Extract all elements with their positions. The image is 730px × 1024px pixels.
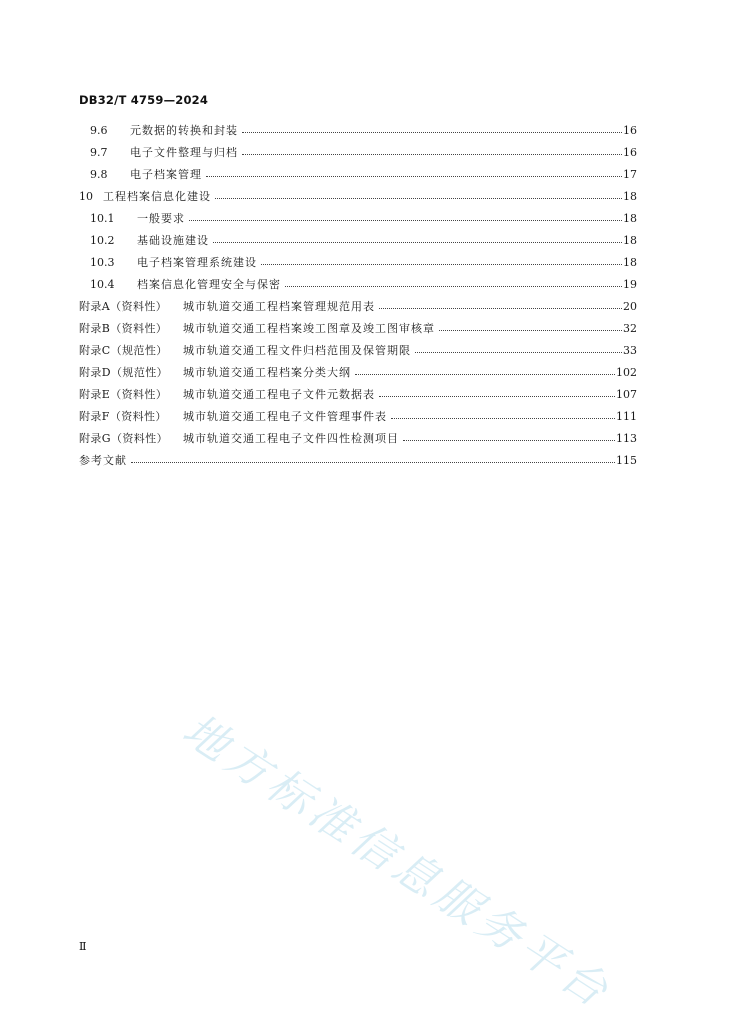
toc-entry-title: 城市轨道交通工程档案分类大纲 <box>183 366 351 379</box>
toc-dot-leader <box>206 176 622 177</box>
toc-entry-number: 附录A（资料性） <box>79 300 168 313</box>
toc-entry-number: 10 <box>79 189 93 203</box>
toc-dot-leader <box>391 418 615 419</box>
toc-entry-page: 16 <box>623 123 637 137</box>
toc-entry-title: 电子档案管理系统建设 <box>137 256 257 269</box>
toc-entry-number: 附录C（规范性） <box>79 344 168 357</box>
toc-entry-number: 10.4 <box>90 277 115 291</box>
toc-entry[interactable] <box>79 295 637 317</box>
toc-dot-leader <box>379 308 622 309</box>
page-number: Ⅱ <box>79 940 87 953</box>
toc-entry[interactable] <box>79 229 637 251</box>
toc-entry-title: 城市轨道交通工程电子文件管理事件表 <box>183 410 387 423</box>
toc-entry-title: 电子档案管理 <box>130 168 202 181</box>
toc-entry-page: 32 <box>623 321 637 335</box>
toc-entry-number: 附录B（资料性） <box>79 322 168 335</box>
toc-dot-leader <box>403 440 615 441</box>
toc-entry-title: 基础设施建设 <box>137 234 209 247</box>
toc-dot-leader <box>355 374 615 375</box>
toc-entry-number: 9.8 <box>90 167 108 181</box>
toc-entry[interactable] <box>79 119 637 141</box>
toc-dot-leader <box>242 132 622 133</box>
toc-entry-page: 18 <box>623 189 637 203</box>
toc-entry[interactable] <box>79 163 637 185</box>
toc-dot-leader <box>213 242 622 243</box>
toc-entry-number: 10.2 <box>90 233 115 247</box>
toc-entry-number: 9.7 <box>90 145 108 159</box>
toc-entry-title: 工程档案信息化建设 <box>103 190 211 203</box>
watermark-text: 地方标准信息服务平台 <box>173 704 621 1020</box>
toc-entry-page: 33 <box>623 343 637 357</box>
toc-entry[interactable] <box>79 273 637 295</box>
toc-entry-title: 档案信息化管理安全与保密 <box>137 278 281 291</box>
toc-entry-page: 19 <box>623 277 637 291</box>
toc-entry[interactable] <box>79 427 637 449</box>
toc-dot-leader <box>261 264 622 265</box>
toc-entry-number: 附录F（资料性） <box>79 410 167 423</box>
toc-entry[interactable] <box>79 405 637 427</box>
toc-dot-leader <box>439 330 622 331</box>
toc-entry-title: 一般要求 <box>137 212 185 225</box>
document-code-header: DB32/T 4759—2024 <box>79 93 209 107</box>
toc-entry-title: 城市轨道交通工程文件归档范围及保管期限 <box>183 344 411 357</box>
toc-entry-title: 参考文献 <box>79 454 127 467</box>
toc-entry[interactable] <box>79 361 637 383</box>
toc-entry-title: 城市轨道交通工程档案竣工图章及竣工图审核章 <box>183 322 435 335</box>
toc-entry-number: 9.6 <box>90 123 108 137</box>
toc-dot-leader <box>189 220 622 221</box>
toc-dot-leader <box>131 462 615 463</box>
toc-entry-page: 113 <box>616 431 637 445</box>
toc-entry-page: 18 <box>623 211 637 225</box>
toc-dot-leader <box>215 198 622 199</box>
toc-entry-title: 城市轨道交通工程电子文件元数据表 <box>183 388 375 401</box>
toc-entry-page: 17 <box>623 167 637 181</box>
toc-entry-number: 附录D（规范性） <box>79 366 169 379</box>
toc-entry-page: 18 <box>623 233 637 247</box>
toc-dot-leader <box>415 352 622 353</box>
toc-entry[interactable] <box>79 449 637 471</box>
toc-dot-leader <box>379 396 615 397</box>
toc-entry-title: 元数据的转换和封装 <box>130 124 238 137</box>
toc-entry-title: 城市轨道交通工程档案管理规范用表 <box>183 300 375 313</box>
table-of-contents <box>79 119 637 471</box>
toc-entry-page: 20 <box>623 299 637 313</box>
toc-entry[interactable] <box>79 251 637 273</box>
toc-entry[interactable] <box>79 207 637 229</box>
toc-entry[interactable] <box>79 383 637 405</box>
toc-entry-page: 16 <box>623 145 637 159</box>
toc-entry-number: 附录G（资料性） <box>79 432 168 445</box>
toc-entry-number: 附录E（资料性） <box>79 388 168 401</box>
toc-entry-title: 电子文件整理与归档 <box>130 146 238 159</box>
toc-entry-page: 107 <box>616 387 637 401</box>
toc-entry-number: 10.1 <box>90 211 115 225</box>
toc-entry[interactable] <box>79 317 637 339</box>
toc-entry-page: 102 <box>616 365 637 379</box>
toc-entry[interactable] <box>79 339 637 361</box>
toc-entry-title: 城市轨道交通工程电子文件四性检测项目 <box>183 432 399 445</box>
toc-entry[interactable] <box>79 141 637 163</box>
toc-dot-leader <box>285 286 622 287</box>
toc-entry-number: 10.3 <box>90 255 115 269</box>
toc-dot-leader <box>242 154 622 155</box>
toc-entry-page: 115 <box>616 453 637 467</box>
toc-entry-page: 18 <box>623 255 637 269</box>
toc-entry-page: 111 <box>616 409 637 423</box>
toc-entry[interactable] <box>79 185 637 207</box>
